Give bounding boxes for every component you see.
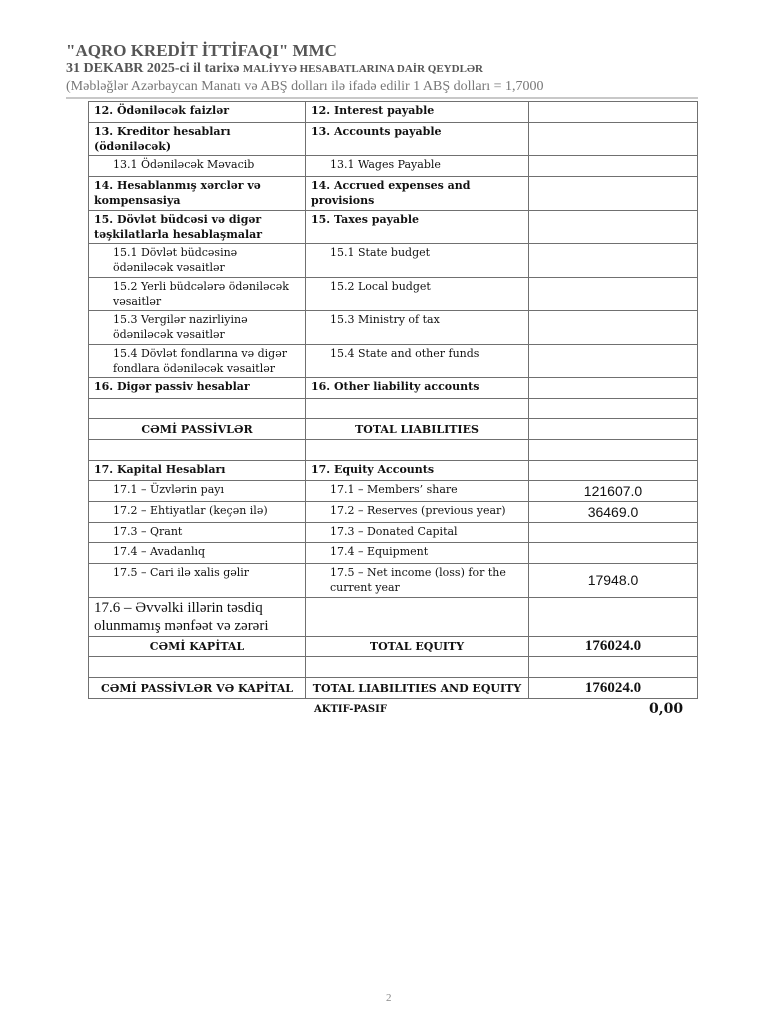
account-name-az: 17.3 – Qrant [89, 523, 306, 543]
table-row [89, 523, 698, 543]
account-name-az: 17.2 – Ehtiyatlar (keçən ilə) [89, 502, 306, 523]
table-row [89, 543, 698, 564]
table-row [89, 211, 698, 244]
table-row [89, 440, 698, 461]
account-name-az [89, 440, 306, 461]
account-amount: 121607.0 [529, 481, 698, 502]
account-amount [529, 523, 698, 543]
account-name-en: 17.2 – Reserves (previous year) [306, 502, 529, 523]
account-amount: 176024.0 [529, 637, 698, 657]
account-name-en: 17.4 – Equipment [306, 543, 529, 564]
aktif-pasif-label: AKTIF-PASIF [314, 704, 387, 715]
account-name-en: 15.1 State budget [306, 244, 529, 278]
account-amount: 17948.0 [529, 564, 698, 598]
account-amount [529, 399, 698, 419]
account-name-az: 17.5 – Cari ilə xalis gəlir [89, 564, 306, 598]
account-name-en: 15.4 State and other funds [306, 345, 529, 378]
account-name-en: 17. Equity Accounts [306, 461, 529, 481]
table-row [89, 657, 698, 678]
account-name-az: 17.4 – Avadanlıq [89, 543, 306, 564]
account-amount [529, 311, 698, 345]
table-row [89, 378, 698, 399]
account-name-en: 15. Taxes payable [306, 211, 529, 244]
table-row [89, 278, 698, 311]
account-name-en [306, 657, 529, 678]
account-amount: 176024.0 [529, 678, 698, 699]
account-name-az: 14. Hesablanmış xərclər və kompensasiya [89, 177, 306, 211]
balance-sheet-table [88, 101, 698, 699]
account-name-az: CƏMİ PASSİVLƏR VƏ KAPİTAL [89, 678, 306, 699]
account-amount [529, 378, 698, 399]
account-name-az: 15.1 Dövlət büdcəsinə ödəniləcək vəsaitlər [89, 244, 306, 278]
account-name-en [306, 598, 529, 637]
account-name-en: 12. Interest payable [306, 102, 529, 123]
account-amount [529, 543, 698, 564]
table-row [89, 311, 698, 345]
account-name-en: 14. Accrued expenses and provisions [306, 177, 529, 211]
account-name-az [89, 657, 306, 678]
table-row [89, 678, 698, 699]
account-amount [529, 244, 698, 278]
account-name-en: TOTAL EQUITY [306, 637, 529, 657]
account-name-az: 17. Kapital Hesabları [89, 461, 306, 481]
report-date-main: 31 DEKABR 2025-ci il tarixə [66, 61, 243, 76]
account-name-az: 15. Dövlət büdcəsi və digər təşkilatlarla hesablaşmalar [89, 211, 306, 244]
table-row [89, 156, 698, 177]
account-name-en: 17.1 – Members’ share [306, 481, 529, 502]
account-amount [529, 419, 698, 440]
account-name-en: TOTAL LIABILITIES [306, 419, 529, 440]
table-row [89, 564, 698, 598]
account-name-en: 13. Accounts payable [306, 123, 529, 156]
account-name-en: 16. Other liability accounts [306, 378, 529, 399]
account-amount [529, 102, 698, 123]
aktif-pasif-value: 0,00 [649, 701, 684, 717]
report-date-title [66, 61, 483, 77]
page-number: 2 [386, 992, 392, 1004]
account-amount [529, 657, 698, 678]
table-row [89, 598, 698, 637]
account-name-en: 15.2 Local budget [306, 278, 529, 311]
table-row [89, 123, 698, 156]
account-name-en: 17.3 – Donated Capital [306, 523, 529, 543]
account-name-en: 13.1 Wages Payable [306, 156, 529, 177]
account-name-az: 13.1 Ödəniləcək Məvacib [89, 156, 306, 177]
account-name-az: 15.2 Yerli büdcələrə ödəniləcək vəsaitlər [89, 278, 306, 311]
report-title-caps: MALİYYƏ HESABATLARINA DAİR QEYDLƏR [242, 63, 483, 75]
table-row [89, 244, 698, 278]
account-amount [529, 123, 698, 156]
account-name-az: CƏMİ PASSİVLƏR [89, 419, 306, 440]
table-row [89, 177, 698, 211]
account-amount: 36469.0 [529, 502, 698, 523]
account-amount [529, 177, 698, 211]
table-row [89, 461, 698, 481]
account-name-az: 16. Digər passiv hesablar [89, 378, 306, 399]
account-name-en: 15.3 Ministry of tax [306, 311, 529, 345]
table-row [89, 419, 698, 440]
table-row [89, 502, 698, 523]
account-amount [529, 156, 698, 177]
currency-note: (Məbləğlər Azərbaycan Manatı və ABŞ dolları ilə ifadə edilir 1 ABŞ dolları = 1,7000 [66, 79, 544, 94]
company-title: "AQRO KREDİT İTTİFAQI" MMC [66, 41, 337, 60]
account-amount [529, 598, 698, 637]
table-row [89, 102, 698, 123]
account-name-en [306, 440, 529, 461]
account-name-az: 12. Ödəniləcək faizlər [89, 102, 306, 123]
account-name-az: 17.6 – Əvvəlki illərin təsdiq olunmamış mənfəət və zərəri [89, 598, 306, 637]
table-row [89, 481, 698, 502]
account-name-az: 13. Kreditor hesabları (ödəniləcək) [89, 123, 306, 156]
account-name-az: 17.1 – Üzvlərin payı [89, 481, 306, 502]
account-amount [529, 345, 698, 378]
table-row [89, 345, 698, 378]
account-amount [529, 278, 698, 311]
account-amount [529, 461, 698, 481]
account-name-en: 17.5 – Net income (loss) for the current year [306, 564, 529, 598]
account-name-az: 15.4 Dövlət fondlarına və digər fondlara ödəniləcək vəsaitlər [89, 345, 306, 378]
header-divider [66, 97, 698, 99]
account-name-en [306, 399, 529, 419]
account-name-az [89, 399, 306, 419]
account-amount [529, 211, 698, 244]
table-row [89, 637, 698, 657]
table-row [89, 399, 698, 419]
account-amount [529, 440, 698, 461]
account-name-az: CƏMİ KAPİTAL [89, 637, 306, 657]
account-name-en: TOTAL LIABILITIES AND EQUITY [306, 678, 529, 699]
account-name-az: 15.3 Vergilər nazirliyinə ödəniləcək vəsaitlər [89, 311, 306, 345]
